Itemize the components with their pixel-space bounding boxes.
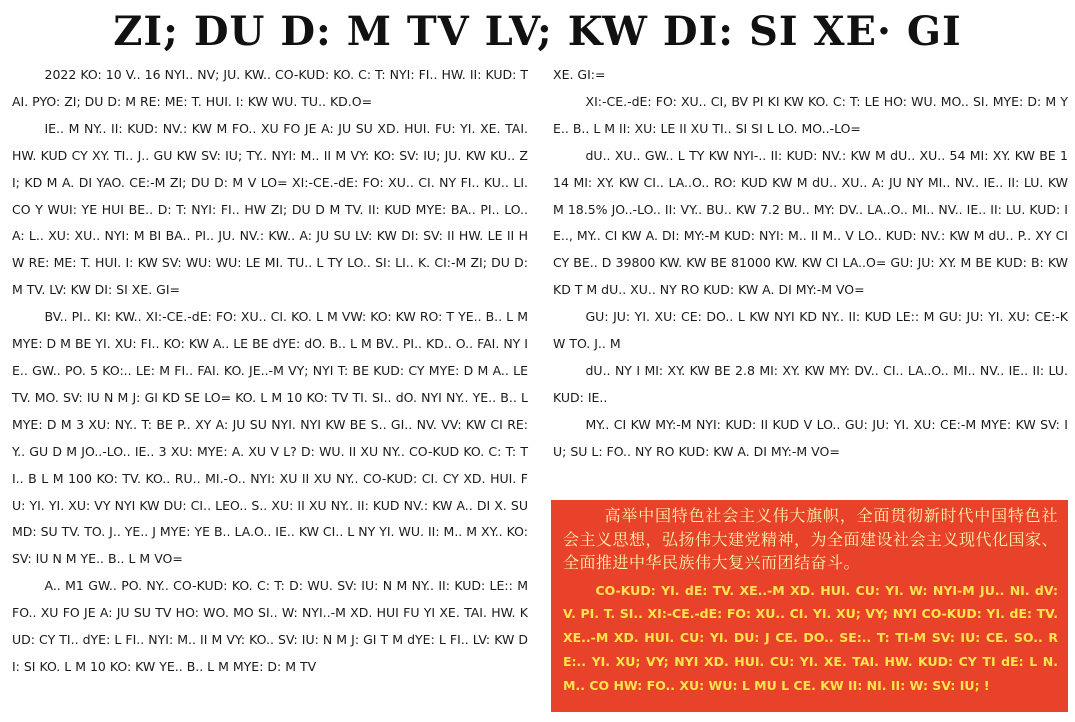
headline: ZI; DU D: M TV LV; KW DI: SI XE· GI [113,8,962,55]
article-paragraph: IE.. M NY.. II: KUD: NV.: KW M FO.. XU FO JE A: JU SU XD. HUI. FU: YI. XE. TAI. HW. KUD CY XY. TI.. J.. GU KW SV: IU; TY.. NYI: M.. II M VY: KO: SV: IU; JU. KW KU.. ZI; KD M A. DI YAO. CE:-M ZI; DU D: M V LO= XI:-CE.-dE: FO: XU.. CI. NY FI.. KU.. LI. CO Y WUI: YE HUI BE.. D: T: NYI: FI.. HW ZI; DU D M TV. II: KUD MYE: BA.. PI.. LO.. A: L.. XU: XU.. NYI: M BI BA.. PI.. JU. NV.: KW.. A: JU SU LV: KW DI: SV: II HW. LE II HW RE: ME: T. HUI. I: KW SV: WU: WU: LE MI. TU.. L TY LO.. SI: LI.. K. CI:-M ZI; DU D: M TV. LV: KW DI: SI XE. GI= [12,120,528,298]
article-paragraph: 2022 KO: 10 V.. 16 NYI.. NV; JU. KW.. CO-KUD: KO. C: T: NYI: FI.. HW. II: KUD: TAI. PYO: ZI; DU D: M RE: ME: T. HUI. I: KW WU. TU.. KD.O= [12,67,528,109]
banner-slogan-yi: CO-KUD: YI. dE: TV. XE..-M XD. HUI. CU: YI. W: NYI-M JU.. NI. dV: V. PI. T. SI.. XI:-CE.-dE: FO: XU.. CI. YI. XU; VY; NYI CO-KUD: YI. dE: TV. XE..-M XD. HUI. CU: YI. DU: J CE. DO.. SE:.. T: TI-M SV: IU: CE. SO.. RE:.. YI. XU; VY; NYI XD. HUI. CU: YI. XE. TAI. HW. KUD: CY TI dE: L N. M.. CO HW: FO.. XU: WU: L MU L CE. KW II: NI. II: W: SV: IU; ! [563,582,1058,693]
article-paragraph: A.. M1 GW.. PO. NY.. CO-KUD: KO. C: T: D: WU. SV: IU: N M NY.. II: KUD: LE:: M FO.. XU FO JE A: JU SU TV HO: WO. MO SI.. W: NYI..-M XD. HUI FU YI XE. TAI. HW. KUD: CY TI.. dYE: L FI.. NYI: M.. II M VY: KO.. SV: IU: N M J: GI T M dYE: L FI.. LV: KW DI: SI KO. L M 10 KO: KW YE.. B.. L M MYE: D: M TV [12,578,528,674]
banner-slogan-chinese: 高举中国特色社会主义伟大旗帜，全面贯彻新时代中国特色社会主义思想，弘扬伟大建党精神，为全面建设社会主义现代化国家、全面推进中华民族伟大复兴而团结奋斗。 [563,506,1059,572]
article-paragraph: BV.. PI.. KI: KW.. XI:-CE.-dE: FO: XU.. CI. KO. L M VW: KO: KW RO: T YE.. B.. L M MYE: D M BE YI. XU: FI.. KO: KW A.. LE BE dYE: dO. B.. L M BV.. PI.. KD.. O.. FAI. NY IE.. GW.. PO. 5 KO:.. LE: M FI.. FAI. KO. JE..-M VY; NYI T: BE KUD: CY MYE: D M A.. LE TV. MO. SV: IU N M J: GI KD SE LO= KO. L M 10 KO: TV TI. SI.. dO. NYI NY.. YE.. B.. L MYE: D M 3 XU: NY.. T: BE P.. XY A: JU SU NYI. NYI KW BE S.. GI.. NV. VV: KW CI RE: Y.. GU D M JO..-LO.. IE.. 3 XU: MYE: A. XU V L? D: WU. II XU NY.. CO-KUD KO. C: T: TI.. B L M 100 KO: TV. KO.. RU.. MI.-O.. NYI: XU II XU NY.. CO-KUD: CI. CY XD. HUI. FU: YI. YI. XU: VY NYI KW DU: CI.. LEO.. S.. XU: II XU NY.. II: KUD NV.: KW A.. DI X. SU MD: SU TV. TO. J.. YE.. J MYE: YE B.. LA.O.. IE.. KW CI.. L NY YI. WU. II: M.. M XY.. KO: SV: IU N M YE.. B.. L M VO= [12,309,528,567]
article-paragraph: dU.. NY I MI: XY. KW BE 2.8 MI: XY. KW MY: DV.. CI.. LA..O.. MI.. NV.. IE.. II: LU. KUD: IE.. [553,362,1068,405]
article-paragraph: dU.. XU.. GW.. L TY KW NYI-.. II: KUD: NV.: KW M dU.. XU.. 54 MI: XY. KW BE 114 MI: XY. KW CI.. LA..O.. RO: KUD KW M dU.. XU.. A: JU NY MI.. NV.. IE.. II: LU. KW M 18.5% JO..-LO.. II: VY.. BU.. KW 7.2 BU.. MY: DV.. LA..O.. MI.. NV.. IE.. II: LU. KUD: IE.., MY.. CI KW A. DI: MY:-M KUD: NYI: M.. II M.. V LO.. KUD: NV.: KW M dU.. P.. XY CI CY BE.. D 39800 KW. KW BE 81000 KW. KW CI LA..O= GU: JU: XY. M BE KUD: B: KW KD T M dU.. XU.. NY RO KUD: KW A. DI MY:-M VO= [553,147,1068,298]
right-column [553,62,1068,466]
article-paragraph: GU: JU: YI. XU: CE: DO.. L KW NYI KD NY.. II: KUD LE:: M GU: JU: YI. XU: CE:-KW TO. J.. M [553,309,1068,352]
article-paragraph: XI:-CE.-dE: FO: XU.. CI, BV PI KI KW KO. C: T: LE HO: WU. MO.. SI. MYE: D: M YE.. B.. L M II: XU: LE II XU TI.. SI SI L LO. MO..-LO= [553,93,1068,136]
slogan-banner [551,500,1068,712]
article-paragraph: MY.. CI KW MY:-M NYI: KUD: II KUD V LO.. GU: JU: YI. XU: CE:-M MYE: KW SV: IU; SU L: FO.. NY RO KUD: KW A. DI MY:-M VO= [553,416,1068,459]
left-column [12,62,528,681]
article-paragraph: XE. GI:= [553,67,606,82]
